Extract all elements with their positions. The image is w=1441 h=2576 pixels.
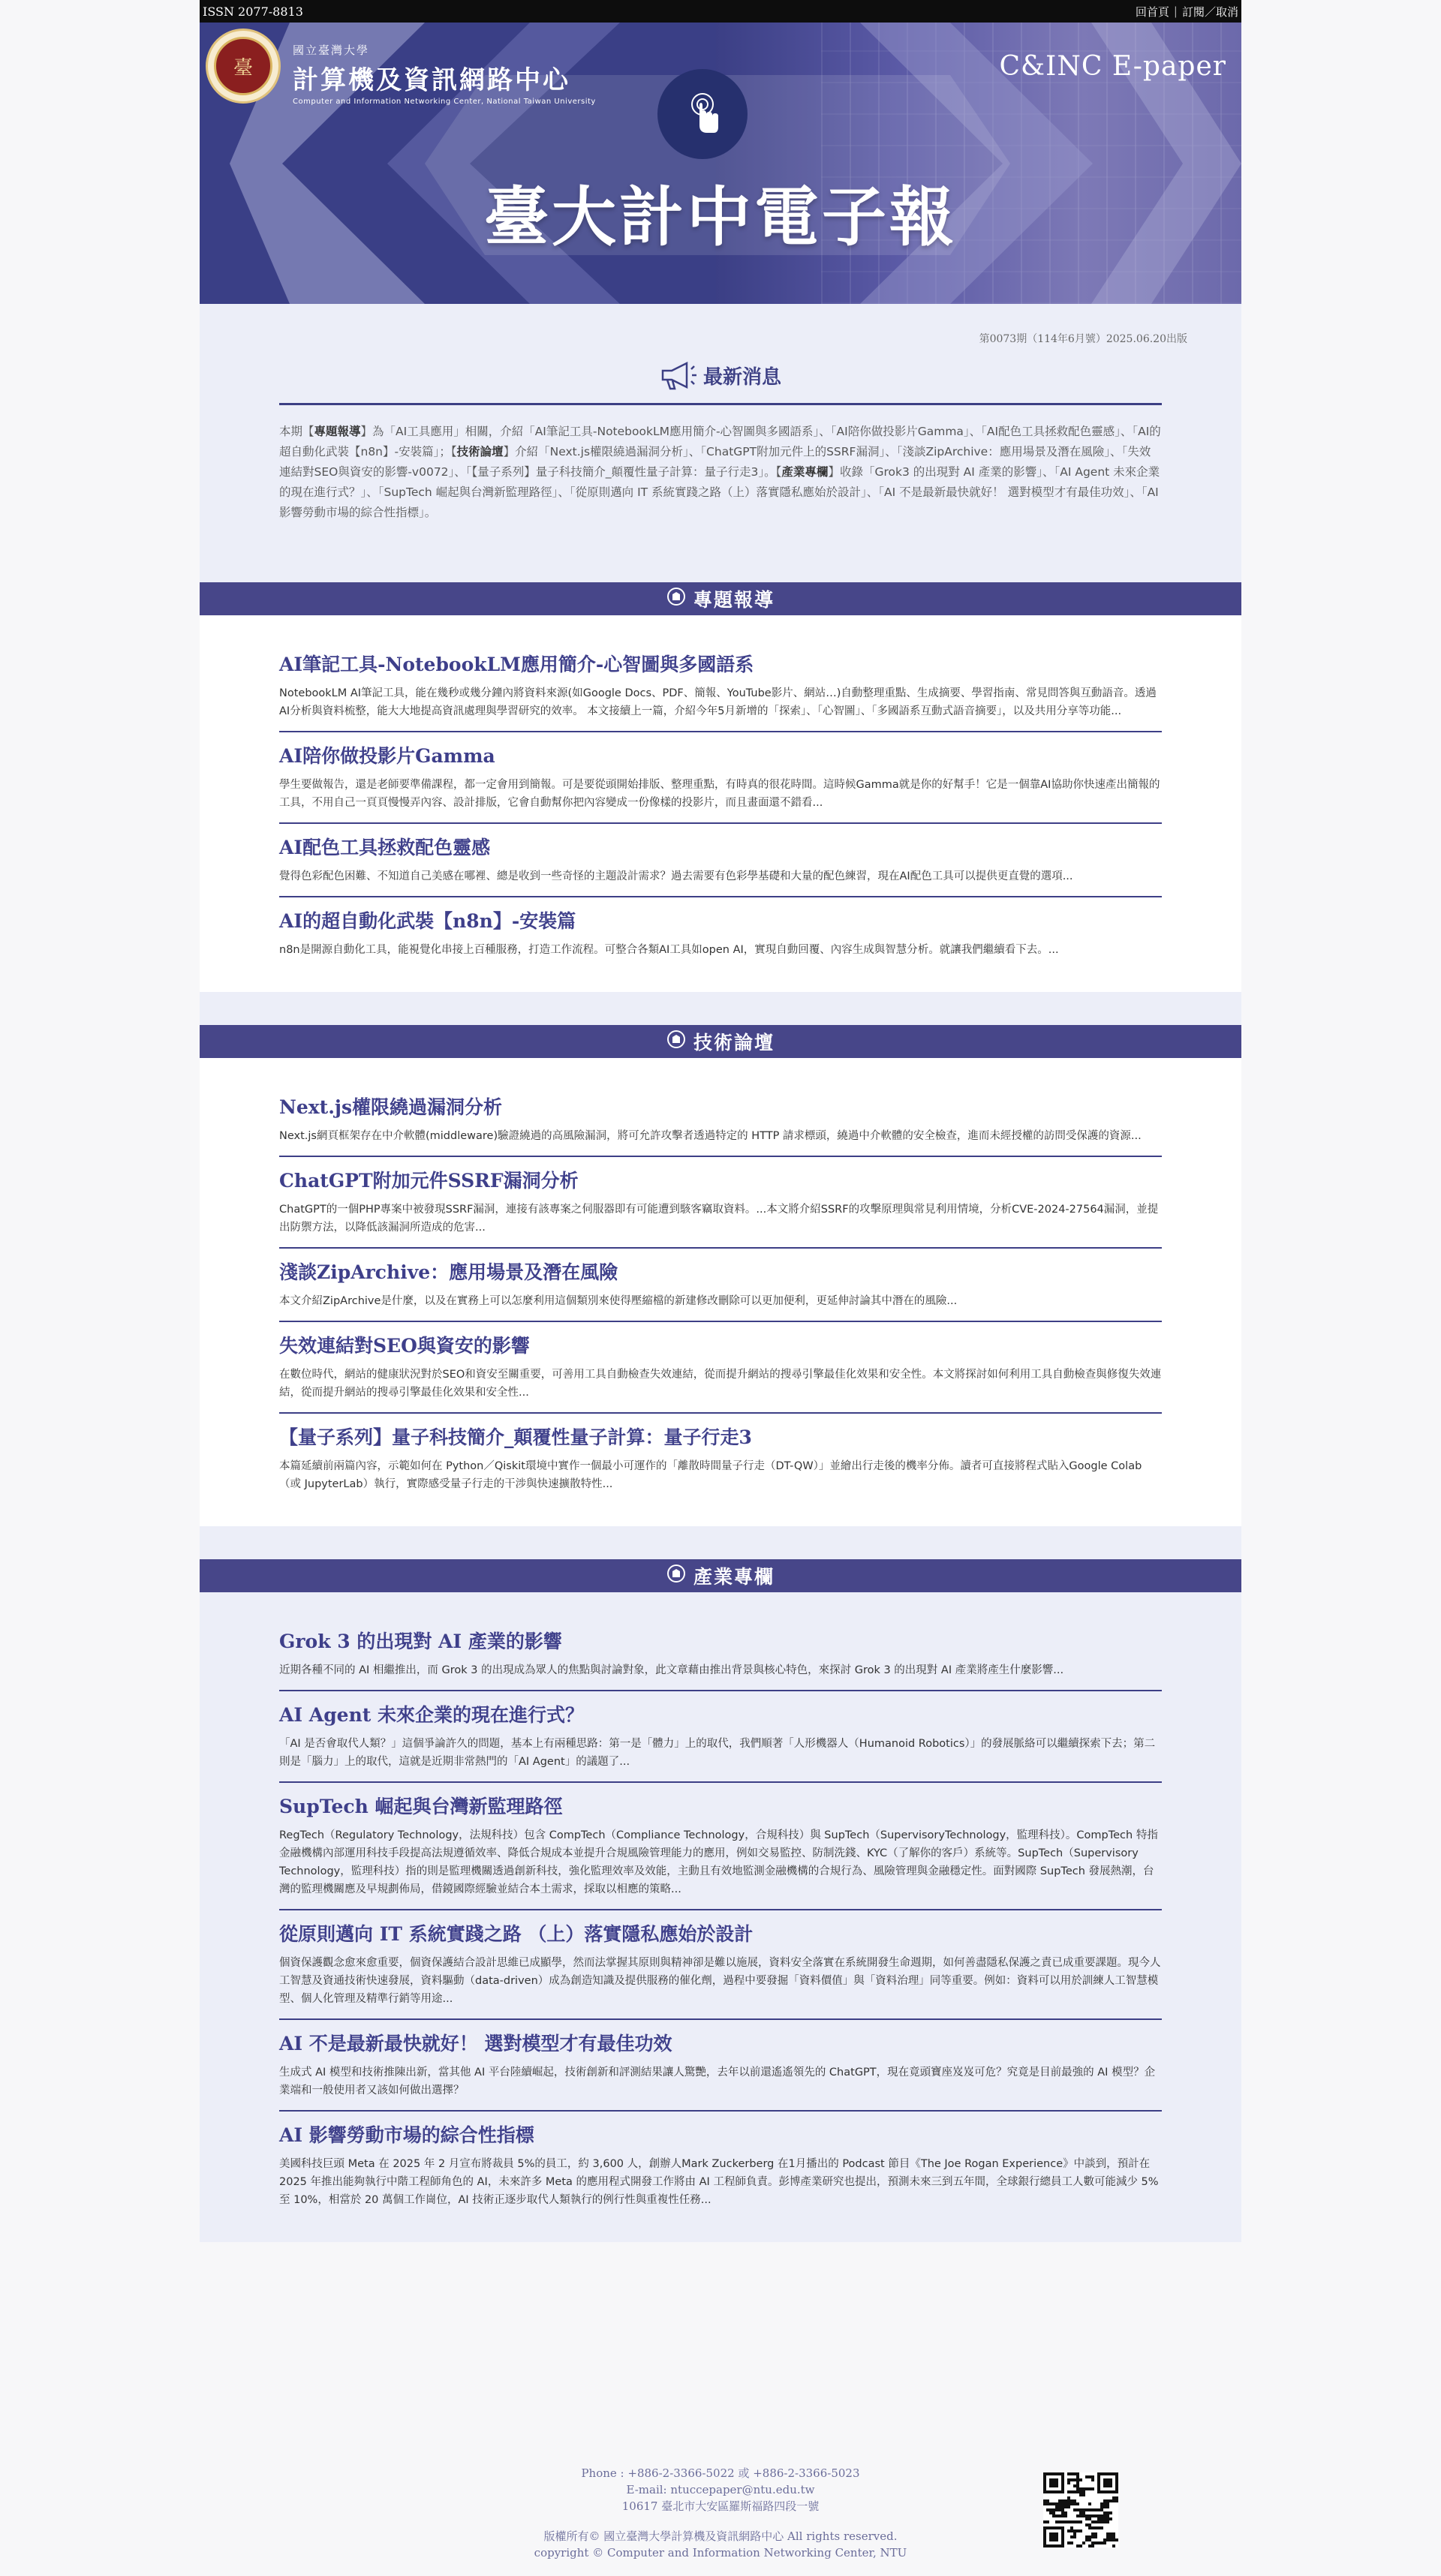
article-item — [279, 1783, 1162, 1910]
article-summary: 美國科技巨頭 Meta 在 2025 年 2 月宣布將裁員 5%的員工，約 3,600 人，創辦人Mark Zuckerberg 在1月播出的 Podcast 節目《The Joe Rogan Experience》中談到，預計在 2025 年推出能夠執行中階工程師角色的 AI，未來許多 Meta 的應用程式開發工作將由 AI 工程師負責。彭博產業研究也提出，預測未來三到五年間，全球銀行總員工人數可能減少 5% 至 10%，相當於 20 萬個工作崗位，AI 技術正逐步取代人類執行的例行性與重複性任務... — [279, 2158, 1159, 2206]
section-icon — [666, 1564, 686, 1588]
article-item — [279, 1618, 1162, 1691]
article-summary: 本文介紹ZipArchive是什麼，以及在實務上可以怎麼利用這個類別來使得壓縮檔的新建修改刪除可以更加便利，更延伸討論其中潛在的風險... — [279, 1295, 958, 1307]
ntu-logo-emblem: 臺 — [214, 37, 272, 95]
org-name-block — [293, 42, 596, 106]
section-gap — [200, 992, 1241, 1025]
article-summary: 個資保護觀念愈來愈重要，個資保護結合設計思維已成顯學，然而法掌握其原則與精神卻是難以施展，資料安全落實在系統開發生命週期，如何善盡隱私保護之責已成重要課題。現今人工智慧及資通技術快速發展，資料驅動（data-driven）成為創造知識及提供服務的催化劑，過程中要發掘「資料價值」與「資料治理」同等重要。例如：資料可以用於訓練人工智慧模型、個人化管理及精準行銷等用途... — [279, 1957, 1161, 2005]
news-summary: 本期【專題報導】為「AI工具應用」相關，介紹「AI筆記工具-NotebookLM應用簡介-心智圖與多國語系」、「AI陪你做投影片Gamma」、「AI配色工具拯救配色靈感」、「AI的超自動化武裝【n8n】-安裝篇」；【技術論壇】介紹「Next.js權限繞過漏洞分析」、「ChatGPT附加元件上的SSRF漏洞」、「淺談ZipArchive：應用場景及潛在風險」、「失效連結對SEO與資安的影響-v0072」、「【量子系列】量子科技簡介_顛覆性量子計算：量子行走3」。【產業專欄】收錄「Grok3 的出現對 AI 產業的影響」、「AI Agent 未來企業的現在進行式？」、「SupTech 崛起與台灣新監理路徑」、「從原則邁向 IT 系統實踐之路（上）落實隱私應始於設計」、「AI 不是最新最快就好！ 選對模型才有最佳功效」、「AI 影響勞動市場的綜合性指標」。 — [279, 425, 1161, 519]
article-title-link[interactable]: Grok 3 的出現對 AI 產業的影響 — [279, 1631, 562, 1652]
article-summary: RegTech（Regulatory Technology，法規科技）包含 CompTech（Compliance Technology，合規科技）與 SupTech（SupervisoryTechnology，監理科技）。CompTech 特指金融機構內部運用科技手段提高法規遵循效率、降低合規成本並提升合規風險管理能力的應用，例如交易監控、防制洗錢、KYC（了解你的客戶）系統等。SupTech（Supervisory Technology，監理科技）指的則是監理機關透過創新科技，強化監理效率及效能，主動且有效地監測金融機構的合規行為、風險管理與金融穩定性。面對國際 SupTech 發展熱潮，台灣的監理機關應及早規劃佈局，借鏡國際經驗並結合本土需求，採取以相應的策略... — [279, 1829, 1158, 1895]
section-title: 產業專欄 — [693, 1566, 775, 1588]
article-item — [279, 1691, 1162, 1783]
article-item — [279, 1910, 1162, 2020]
copyright-zh: 版權所有© 國立臺灣大學計算機及資訊網路中心 All rights reserved. — [543, 2529, 898, 2543]
section-title: 技術論壇 — [693, 1032, 775, 1054]
article-title-link[interactable]: 【量子系列】量子科技簡介_顛覆性量子計算：量子行走3 — [279, 1426, 752, 1448]
article-item — [279, 897, 1162, 969]
article-item — [279, 641, 1162, 732]
epaper-title: 臺大計中電子報 — [484, 179, 957, 255]
home-link[interactable]: 回首頁 — [1135, 5, 1169, 19]
issn-label: ISSN 2077-8813 — [203, 4, 303, 19]
article-title-link[interactable]: AI陪你做投影片Gamma — [279, 745, 495, 767]
article-summary: NotebookLM AI筆記工具，能在幾秒或幾分鐘內將資料來源(如Google Docs、PDF、簡報、YouTube影片、網站…)自動整理重點、生成摘要、學習指南、常見問答與互動語音。透過AI分析與資料梳整，能大大地提高資訊處理與學習研究的效率。 本文接續上一篇，介紹今年5月新增的「探索」、「心智圖」、「多國語系互動式語音摘要」，以及共用分享等功能... — [279, 687, 1157, 717]
footer — [0, 2463, 1441, 2576]
news-divider — [279, 403, 1162, 405]
copyright-en: copyright © Computer and Information Networking Center, NTU — [534, 2546, 907, 2559]
article-title-link[interactable]: AI的超自動化武裝【n8n】-安裝篇 — [279, 910, 576, 932]
email-link[interactable]: E-mail: ntuccepaper@ntu.edu.tw — [626, 2483, 815, 2496]
center-name: 計算機及資訊網路中心 — [293, 65, 570, 95]
article-item — [279, 1322, 1162, 1414]
section-2 — [200, 1559, 1241, 2242]
section-band — [200, 1025, 1241, 1058]
article-title-link[interactable]: 失效連結對SEO與資安的影響 — [279, 1335, 530, 1357]
phone-text: Phone : +886-2-3366-5022 或 +886-2-3366-5023 — [581, 2466, 860, 2480]
section-0 — [200, 582, 1241, 992]
article-title-link[interactable]: Next.js權限繞過漏洞分析 — [279, 1096, 503, 1118]
section-band — [200, 582, 1241, 615]
article-item — [279, 1249, 1162, 1322]
section-band — [200, 1559, 1241, 1592]
article-title-link[interactable]: 淺談ZipArchive：應用場景及潛在風險 — [279, 1261, 618, 1283]
latest-news-heading — [279, 353, 1162, 397]
article-title-link[interactable]: SupTech 崛起與台灣新監理路徑 — [279, 1796, 563, 1817]
article-item — [279, 1414, 1162, 1504]
article-item — [279, 732, 1162, 824]
contact-info — [525, 2465, 916, 2514]
megaphone-icon — [660, 360, 697, 390]
article-summary: n8n是開源自動化工具，能視覺化串接上百種服務，打造工作流程。可整合各類AI工具如open AI，實現自動回覆、內容生成與智慧分析。就讓我們繼續看下去。... — [279, 944, 1059, 956]
article-summary: 在數位時代，網站的健康狀況對於SEO和資安至關重要，可善用工具自動檢查失效連結，從而提升網站的搜尋引擎最佳化效果和安全性。本文將探討如何利用工具自動檢查與修復失效連結，從而提升網站的搜尋引擎最佳化效果和安全性... — [279, 1369, 1162, 1399]
article-title-link[interactable]: 從原則邁向 IT 系統實踐之路 （上）落實隱私應始於設計 — [279, 1923, 754, 1945]
section-gap — [200, 1526, 1241, 1559]
copyright — [525, 2528, 916, 2561]
link-separator: | — [1173, 5, 1178, 18]
article-title-link[interactable]: AI Agent 未來企業的現在進行式？ — [279, 1704, 585, 1726]
top-bar — [200, 0, 1241, 23]
subscribe-link[interactable]: 訂閱／取消 — [1181, 5, 1238, 19]
article-title-link[interactable]: AI筆記工具-NotebookLM應用簡介-心智圖與多國語系 — [279, 654, 754, 675]
article-summary: 本篇延續前兩篇內容，示範如何在 Python／Qiskit環境中實作一個最小可運作的「離散時間量子行走（DT-QW）」並繪出行走後的機率分佈。讀者可直接將程式貼入Google Colab（或 JupyterLab）執行，實際感受量子行走的干涉與快速擴散特性... — [279, 1460, 1142, 1490]
article-summary: 學生要做報告，還是老師要準備課程，都一定會用到簡報。可是要從頭開始排版、整理重點，有時真的很花時間。這時候Gamma就是你的好幫手！它是一個靠AI協助你快速產出簡報的工具，不用自己一頁頁慢慢弄內容、設計排版，它會自動幫你把內容變成一份像樣的投影片，而且畫面還不錯看... — [279, 779, 1160, 809]
ntu-logo[interactable] — [206, 29, 281, 104]
latest-news-title: 最新消息 — [702, 365, 781, 389]
article-title-link[interactable]: AI 影響勞動市場的綜合性指標 — [279, 2124, 534, 2146]
epaper-label: C&INC E-paper — [999, 51, 1226, 82]
section-title: 專題報導 — [693, 589, 775, 611]
latest-news-section — [200, 346, 1241, 582]
issue-info: 第0073期（114年6月號）2025.06.20出版 — [979, 333, 1187, 345]
address-text: 10617 臺北市大安區羅斯福路四段一號 — [621, 2499, 820, 2513]
article-item — [279, 2020, 1162, 2112]
sections-container — [200, 582, 1241, 2242]
epaper-page — [200, 0, 1241, 2242]
article-item — [279, 2112, 1162, 2220]
article-item — [279, 1084, 1162, 1157]
section-1 — [200, 1025, 1241, 1526]
article-title-link[interactable]: ChatGPT附加元件SSRF漏洞分析 — [279, 1170, 579, 1192]
article-summary: 生成式 AI 模型和技術推陳出新，當其他 AI 平台陸續崛起，技術創新和評測結果讓人驚艷，去年以前還遙遙領先的 ChatGPT，現在竟頭寶座岌岌可危？究竟是目前最強的 AI 模型？企業端和一般使用者又該如何做出選擇？ — [279, 2067, 1156, 2097]
article-item — [279, 824, 1162, 897]
section-icon — [666, 587, 686, 611]
article-summary: 「AI 是否會取代人類？」這個爭論許久的問題，基本上有兩種思路：第一是「體力」上的取代，我們順著「人形機器人（Humanoid Robotics）」的發展脈絡可以繼續探索下去；第二則是「腦力」上的取代，這就是近期非常熱門的「AI Agent」的議題了... — [279, 1738, 1156, 1768]
university-name: 國立臺灣大學 — [293, 44, 370, 57]
article-list — [200, 1592, 1241, 2242]
article-list — [200, 1058, 1241, 1526]
article-summary: 覺得色彩配色困難、不知道自己美感在哪裡、總是收到一些奇怪的主題設計需求？過去需要有色彩學基礎和大量的配色練習，現在AI配色工具可以提供更直覺的選項... — [279, 870, 1073, 882]
center-name-english: Computer and Information Networking Center, National Taiwan University — [293, 98, 596, 106]
touch-hand-icon — [657, 69, 748, 159]
article-title-link[interactable]: AI 不是最新最快就好！ 選對模型才有最佳功效 — [279, 2033, 672, 2054]
article-list — [200, 615, 1241, 992]
article-title-link[interactable]: AI配色工具拯救配色靈感 — [279, 837, 491, 858]
article-item — [279, 1157, 1162, 1249]
header-banner — [200, 23, 1241, 304]
article-summary: Next.js網頁框架存在中介軟體(middleware)驗證繞過的高風險漏洞，將可允許攻擊者透過特定的 HTTP 請求標頭，繞過中介軟體的安全檢查，進而未經授權的訪問受保護的資源... — [279, 1130, 1142, 1142]
qr-code[interactable] — [1043, 2472, 1118, 2547]
top-links — [1136, 4, 1238, 20]
article-summary: ChatGPT的一個PHP專案中被發現SSRF漏洞，連接有該專案之伺服器即有可能遭到駭客竊取資料。...本文將介紹SSRF的攻擊原理與常見利用情境，分析CVE-2024-27564漏洞，並提出防禦方法，以降低該漏洞所造成的危害... — [279, 1204, 1159, 1234]
section-icon — [666, 1029, 686, 1054]
article-summary: 近期各種不同的 AI 相繼推出，而 Grok 3 的出現成為眾人的焦點與討論對象，此文章藉由推出背景與核心特色，來探討 Grok 3 的出現對 AI 產業將產生什麼影響... — [279, 1664, 1064, 1676]
